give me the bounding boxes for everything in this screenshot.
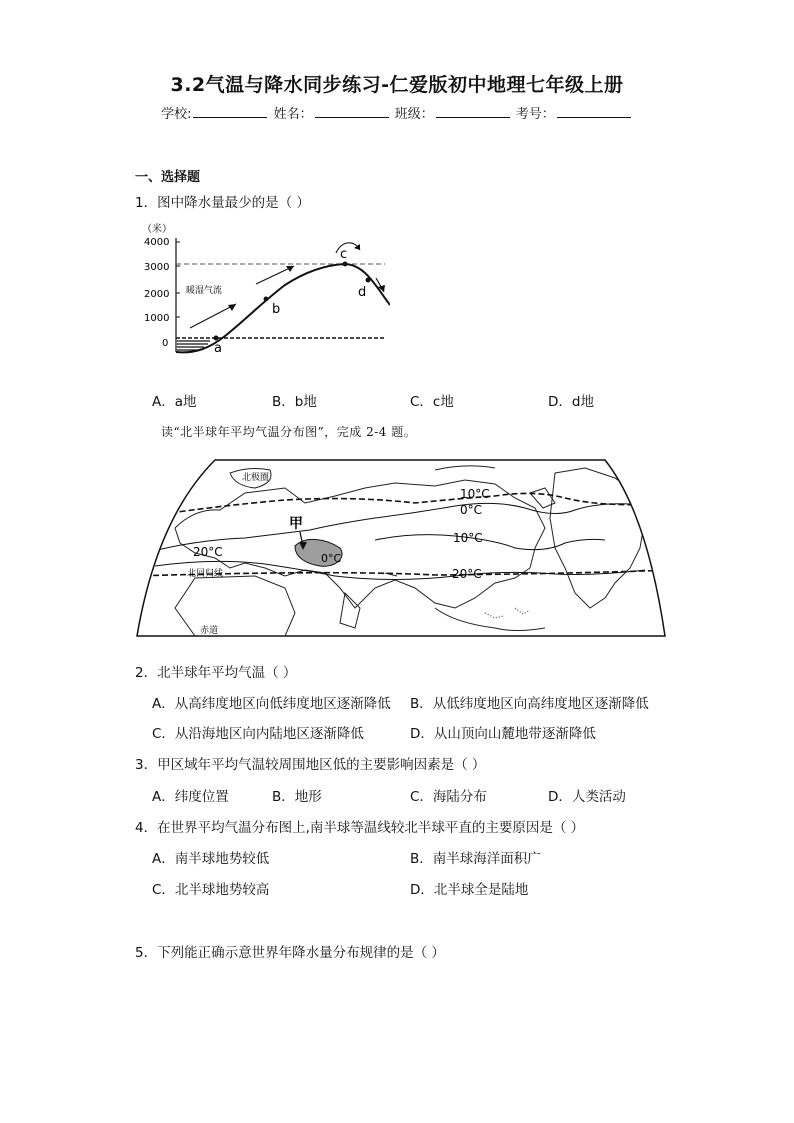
question-5: 5．下列能正确示意世界年降水量分布规律的是（ ） bbox=[135, 945, 445, 961]
q2-option-a[interactable]: A．从高纬度地区向低纬度地区逐渐降低 bbox=[152, 696, 391, 712]
equator-label: 赤道 bbox=[200, 626, 219, 636]
tropic-label: 北回归线 bbox=[187, 569, 224, 579]
school-blank[interactable] bbox=[193, 105, 267, 118]
q4-option-d[interactable]: D．北半球全是陆地 bbox=[410, 882, 529, 898]
q1-option-c[interactable]: C．c地 bbox=[410, 394, 454, 410]
iso-0-plateau-label: 0°C bbox=[321, 552, 342, 565]
question-3: 3．甲区域年平均气温较周围地区低的主要影响因素是（ ） bbox=[135, 757, 486, 773]
tick-1000: 1000 bbox=[144, 313, 170, 324]
reading-passage: 读“北半球年平均气温分布图”，完成 2-4 题。 bbox=[161, 425, 417, 439]
q4-option-a[interactable]: A．南半球地势较低 bbox=[152, 851, 270, 867]
iso-20-east-label: 20°C bbox=[452, 567, 482, 581]
class-label: 班级： bbox=[394, 107, 434, 122]
q1-option-a[interactable]: A．a地 bbox=[152, 394, 197, 410]
q1-option-d[interactable]: D．d地 bbox=[548, 394, 594, 410]
point-b-label: b bbox=[272, 302, 281, 317]
q2-option-b[interactable]: B．从低纬度地区向高纬度地区逐渐降低 bbox=[410, 696, 649, 712]
q2-option-c[interactable]: C．从沿海地区向内陆地区逐渐降低 bbox=[152, 726, 364, 742]
arctic-circle-label: 北极圈 bbox=[242, 473, 270, 483]
iso-10-north-label: 10°C bbox=[460, 487, 490, 501]
q1-option-b[interactable]: B．b地 bbox=[272, 394, 317, 410]
iso-20-west-label: 20°C bbox=[193, 545, 223, 559]
iso-0-north-label: 0°C bbox=[460, 503, 483, 517]
point-d-label: d bbox=[358, 285, 367, 300]
q4-option-c[interactable]: C．北半球地势较高 bbox=[152, 882, 270, 898]
mountain-profile-figure bbox=[140, 220, 390, 355]
exam-no-blank[interactable] bbox=[557, 105, 631, 118]
airflow-label: 暖湿气流 bbox=[186, 286, 223, 296]
question-4: 4．在世界平均气温分布图上,南半球等温线较北半球平直的主要原因是（ ） bbox=[135, 820, 585, 836]
name-blank[interactable] bbox=[315, 105, 389, 118]
section-title: 一、选择题 bbox=[135, 170, 201, 185]
q3-option-c[interactable]: C．海陆分布 bbox=[410, 789, 487, 805]
jia-label: 甲 bbox=[289, 516, 303, 532]
iso-10-mid-label: 10°C bbox=[453, 531, 483, 545]
tick-4000: 4000 bbox=[144, 237, 170, 248]
tick-2000: 2000 bbox=[144, 289, 170, 300]
school-label: 学校: bbox=[161, 107, 192, 122]
figure-unit: （米） bbox=[142, 224, 172, 235]
question-1: 1．图中降水量最少的是（ ） bbox=[135, 195, 310, 211]
class-blank[interactable] bbox=[436, 105, 510, 118]
name-label: 姓名： bbox=[273, 107, 313, 122]
point-a-label: a bbox=[214, 341, 222, 355]
q2-option-d[interactable]: D．从山顶向山麓地带逐渐降低 bbox=[410, 726, 596, 742]
q3-option-b[interactable]: B．地形 bbox=[272, 789, 322, 805]
temperature-distribution-map bbox=[135, 458, 675, 638]
point-c-label: c bbox=[340, 247, 348, 262]
tick-3000: 3000 bbox=[144, 262, 170, 273]
question-2: 2．北半球年平均气温（ ） bbox=[135, 665, 297, 681]
tick-0: 0 bbox=[162, 338, 169, 349]
page-title: 3.2气温与降水同步练习-仁爱版初中地理七年级上册 bbox=[170, 74, 624, 96]
q4-option-b[interactable]: B．南半球海洋面积广 bbox=[410, 851, 541, 867]
exam-no-label: 考号： bbox=[515, 107, 555, 122]
student-info-line bbox=[0, 103, 794, 122]
q3-option-d[interactable]: D．人类活动 bbox=[548, 789, 626, 805]
q3-option-a[interactable]: A．纬度位置 bbox=[152, 789, 229, 805]
